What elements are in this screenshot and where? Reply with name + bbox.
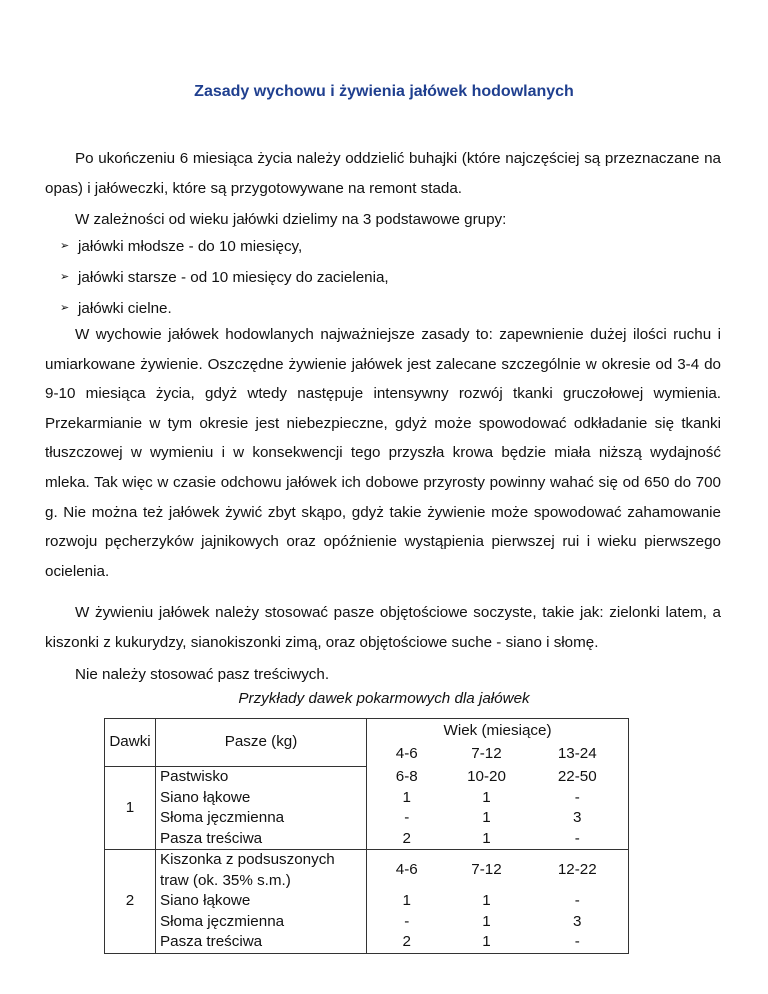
feed-line: traw (ok. 35% s.m.) [160,871,291,889]
value-cell: 1 [447,829,527,850]
value-cell: 3 [527,808,629,829]
value-cell: 2 [367,829,447,850]
value-cell: - [527,891,629,912]
table-row [105,788,629,809]
table-header-row [105,719,629,742]
feed-cell: Słoma jęczmienna [156,808,367,829]
value-cell: 12-22 [527,850,629,892]
feed-cell [156,850,367,892]
value-cell: - [527,788,629,809]
list-item: ➢ jałówki starsze - od 10 miesięcy do zacielenia, [60,262,700,293]
page-title: Zasady wychowu i żywienia jałówek hodowlanych [194,83,574,100]
header-feed: Pasze (kg) [156,719,367,767]
feed-cell: Pasza treściwa [156,932,367,953]
value-cell: 10-20 [467,767,506,785]
value-cell: - [367,808,447,829]
value-cell: 6-8 [367,767,447,788]
value-cell: 4-6 [367,850,447,892]
feed-cell: Pastwisko [156,767,367,788]
value-cell: 1 [447,932,527,953]
header-doses: Dawki [105,719,156,767]
table-row [105,850,629,892]
arrow-bullet-icon: ➢ [60,271,70,283]
value-cell: 7-12 [471,861,502,879]
dose-number: 1 [105,767,156,850]
paragraph-no-concentrates: Nie należy stosować pasz treściwych. [75,666,330,683]
paragraph-feeding: W żywieniu jałówek należy stosować pasze objętościowe soczyste, takie jak: zielonki latem, a kiszonki z kukurydzy, sianokiszonki zimą, oraz objętościowe suche - siano i słomę. [45,604,721,651]
paragraph-intro: Po ukończeniu 6 miesiąca życia należy oddzielić buhajki (które najczęściej są przeznaczane na opas) i jałóweczki, które są przygotowywane na remont stada. [45,150,721,197]
value-cell: - [367,912,447,933]
feed-cell: Słoma jęczmienna [156,912,367,933]
feed-cell: Siano łąkowe [156,891,367,912]
value-cell: 1 [367,788,447,809]
value-cell: - [527,932,629,953]
feed-cell: Pasza treściwa [156,829,367,850]
table-row [105,932,629,953]
header-age: Wiek (miesiące) [367,719,629,742]
table-caption: Przykłady dawek pokarmowych dla jałówek [238,690,530,707]
feed-line: Kiszonka z podsuszonych [160,851,335,868]
arrow-bullet-icon: ➢ [60,240,70,252]
group-list [60,231,700,324]
value-cell: 2 [367,932,447,953]
age-13-24: 13-24 [527,741,629,766]
value-cell: 1 [367,891,447,912]
table-row [105,912,629,933]
paragraph-rearing-rules: W wychowie jałówek hodowlanych najważniejsze zasady to: zapewnienie dużej ilości ruchu i umiarkowane żywienie. Oszczędne żywienie jałówek jest zalecane szczególnie w okresie od 3-4 do 9-10 miesiąca życia, gdyż wtedy następuje intensywny rozwój tkanki gruczołowej wymienia. Przekarmianie w tym okresie jest niebezpieczne, gdyż może spowodować odkładanie się tkanki tłuszczowej w wymieniu i w konsekwencji tego przyszła krowa będzie miała niższą wydajność mleka. Tak więc w czasie odchowu jałówek ich dobowe przyrosty powinny wahać się od 650 do 700 g. Nie można też jałówek żywić zbyt skąpo, gdyż takie żywienie może spowodować zahamowanie rozwoju pęcherzyków jajnikowych oraz opóźnienie wystąpienia pierwszej rui i wieku pierwszego ocielenia. [45,326,721,580]
value-cell: 1 [482,912,491,930]
value-cell: 22-50 [527,767,629,788]
table-row [105,891,629,912]
list-item: ➢ jałówki cielne. [60,293,700,324]
value-cell: 1 [482,788,491,806]
value-cell: - [527,829,629,850]
list-item: ➢ jałówki młodsze - do 10 miesięcy, [60,231,700,262]
value-cell: 3 [527,912,629,933]
table-row [105,829,629,850]
age-7-12: 7-12 [471,744,502,762]
arrow-bullet-icon: ➢ [60,302,70,314]
paragraph-groups-intro: W zależności od wieku jałówki dzielimy na 3 podstawowe grupy: [75,211,507,228]
value-cell: 1 [482,892,491,909]
dose-number: 2 [105,850,156,954]
feed-cell: Siano łąkowe [156,788,367,809]
table-row [105,767,629,788]
value-cell: 1 [482,809,491,826]
table-row [105,808,629,829]
age-4-6: 4-6 [367,741,447,766]
rations-table [104,718,629,954]
